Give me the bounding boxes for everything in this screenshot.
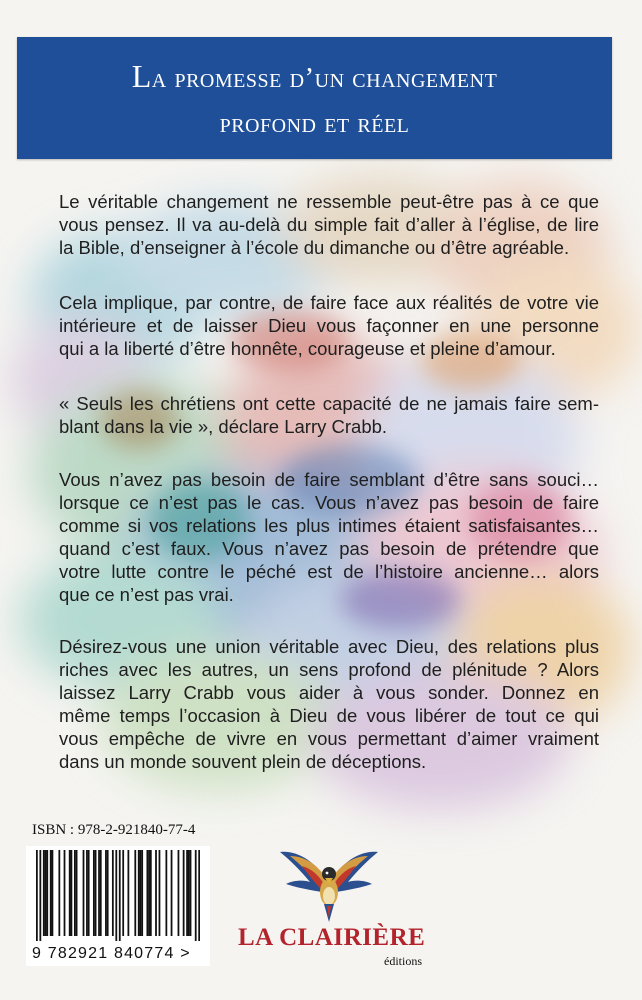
barcode-bar [195,850,197,941]
barcode-bar [198,850,200,941]
barcode-bar [155,850,157,936]
paragraph-line: que ce n’est pas vrai. [59,584,234,605]
paragraph-1 [59,190,599,259]
barcode-bar [190,850,192,936]
barcode-bar [159,850,161,936]
barcode-bar [138,850,140,936]
title-line-2-text: profond et réel [219,107,410,139]
barcode-bar [39,850,41,941]
paragraph-line: Désirez-vous une union véritable avec Dieu, des relations plus [59,636,599,657]
barcode-bar [150,850,152,936]
barcode-bar [45,850,47,936]
barcode-bar [127,850,129,936]
paragraph-line: riches avec les autres, un sens profond de plénitude ? Alors [59,659,599,680]
paragraph-line: lorsque ce n’est pas le cas. Vous n’avez pas besoin de faire [59,492,599,513]
paragraph-line: dans un monde souvent plein de déceptions. [59,751,427,772]
paragraph-line: Le véritable changement ne ressemble peut-être pas à ce que [59,191,599,212]
paragraph-line: Cela implique, par contre, de faire face aux réalités de votre vie [59,292,599,313]
paragraph-line: vous empêche de vivre en vous permettant d’aimer vraiment [59,728,599,749]
paragraph-line: quand c’est faux. Vous n’avez pas besoin de prétendre que [59,538,599,559]
bird-icon [274,830,384,926]
barcode-bar [93,850,95,936]
barcode-bar [50,850,52,936]
barcode-bar [52,850,54,936]
barcode-box [26,846,210,966]
barcode-bar [58,850,60,936]
paragraph-line: Vous n’avez pas besoin de faire semblant d’être sans souci… [59,469,599,490]
paragraph-line: comme si vos relations les plus intimes étaient satisfaisantes… [59,515,599,536]
title-line-2 [17,107,612,140]
paragraph-line: votre lutte contre le péché est de l’histoire ancienne… alors [59,561,599,582]
paragraph-4 [59,468,599,606]
paragraph-line: la Bible, d’enseigner à l’école du dimanche ou d’être agréable. [59,237,570,258]
isbn-label: ISBN : 978-2-921840-77-4 [32,822,196,838]
barcode-bar [86,850,88,936]
barcode-bar [148,850,150,936]
title-line-1-rest: a promesse d’un changement [151,62,498,94]
barcode-bar [76,850,78,936]
barcode-bar [178,850,180,936]
barcode-bar [165,850,167,936]
paragraph-line: intérieure et de laisser Dieu vous façonner en une personne [59,315,599,336]
paragraph-line: « Seuls les chrétiens ont cette capacité de ne jamais faire sem- [59,393,599,414]
barcode-bar [115,850,117,941]
barcode-bar [107,850,109,936]
title-band [17,37,612,159]
publisher-logo [238,830,428,980]
barcode-bar [88,850,90,936]
publisher-subtitle: éditions [384,954,422,968]
barcode-bar [74,850,76,936]
title-line-1 [17,58,612,95]
barcode-bar [183,850,185,936]
barcode-bar [100,850,102,936]
title-line-1-initial: L [131,58,152,94]
barcode-bar [83,850,85,936]
barcode-bar [36,850,38,941]
barcode-bar [69,850,71,936]
barcode-bar [43,850,45,936]
barcode-bar [95,850,97,936]
barcode-bar [71,850,73,936]
barcode-bar [188,850,190,936]
paragraph-line: même temps l’occasion à Dieu de vous libérer de tout ce qui [59,705,599,726]
barcode-digits: 9 782921 840774 > [32,945,191,962]
paragraph-line: vous pensez. Il va au-delà du simple fait d’aller à l’église, de lire [59,214,599,235]
isbn-barcode [26,822,216,972]
publisher-name: LA CLAIRIÈRE [238,924,426,951]
barcode-bar [112,850,114,936]
paragraph-line: laissez Larry Crabb vous aider à vous sonder. Donnez en [59,682,599,703]
barcode-bars [36,850,200,941]
paragraph-5 [59,635,599,773]
barcode-bar [146,850,148,936]
paragraph-line: qui a la liberté d’être honnête, courageuse et pleine d’amour. [59,338,556,359]
barcode-bar [105,850,107,936]
paragraph-3 [59,392,599,438]
barcode-bar [46,850,48,936]
barcode-bar [119,850,121,941]
barcode-bar [140,850,142,936]
barcode-bar [134,850,136,936]
paragraph-2 [59,291,599,360]
barcode-bar [141,850,143,936]
paragraph-line: blant dans la vie », déclare Larry Crabb. [59,416,388,437]
barcode-bar [122,850,124,936]
barcode-bar [171,850,173,936]
barcode-bar [98,850,100,936]
barcode-bar [64,850,66,936]
barcode-bar [186,850,188,936]
